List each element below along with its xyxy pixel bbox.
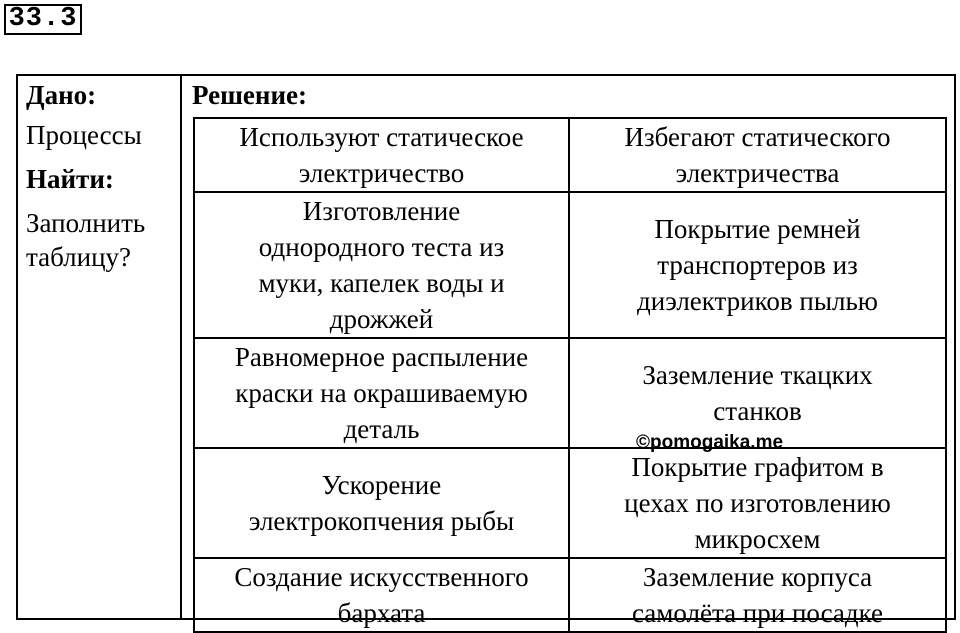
table-cell — [194, 192, 569, 338]
solution-table — [193, 117, 947, 633]
table-header-row — [194, 118, 946, 192]
table-row — [194, 338, 946, 448]
cell-line: Покрытие ремней — [654, 214, 861, 244]
cell-line: бархата — [337, 598, 426, 628]
cell-line: Заземление корпуса — [642, 562, 873, 592]
cell-line: дрожжей — [329, 304, 434, 334]
table-row — [194, 448, 946, 558]
table-cell — [569, 448, 946, 558]
header-uses — [194, 118, 569, 192]
cell-line: транспортеров из — [657, 250, 858, 280]
table-cell — [194, 338, 569, 448]
table-row — [194, 558, 946, 632]
cell-line: цехах по изготовлению — [624, 488, 891, 518]
cell-line: Избегают статического — [624, 122, 891, 152]
table-cell — [194, 448, 569, 558]
cell-line: муки, капелек воды и — [258, 268, 505, 298]
cell-line: диэлектриков пылью — [637, 286, 878, 316]
cell-line: Заземление ткацких — [642, 360, 873, 390]
given-value: Процессы — [26, 120, 142, 150]
cell-line: самолёта при посадке — [631, 598, 884, 628]
find-value-line2: таблицу? — [26, 242, 132, 272]
cell-line: микросхем — [694, 524, 821, 554]
watermark: ©pomogaika.me — [636, 432, 784, 453]
table-cell — [569, 192, 946, 338]
cell-line: Изготовление — [302, 196, 461, 226]
header-avoids — [569, 118, 946, 192]
cell-line: электричество — [298, 158, 465, 188]
cell-line: краски на окрашиваемую — [235, 378, 528, 408]
cell-line: электричества — [675, 158, 840, 188]
find-value-line1: Заполнить — [26, 208, 146, 238]
table-cell — [194, 558, 569, 632]
column-divider — [180, 74, 182, 620]
cell-line: однородного теста из — [258, 232, 505, 262]
task-number: 33.3 — [4, 4, 82, 35]
given-label: Дано: — [26, 80, 97, 110]
cell-line: Равномерное распыление — [234, 342, 529, 372]
cell-line: электрокопчения рыбы — [248, 506, 515, 536]
cell-line: деталь — [343, 414, 420, 444]
table-row — [194, 192, 946, 338]
cell-line: станков — [713, 396, 802, 426]
table-cell — [569, 558, 946, 632]
cell-line: Ускорение — [321, 470, 442, 500]
cell-line: Используют статическое — [239, 122, 524, 152]
solution-label: Решение: — [192, 80, 307, 110]
find-label: Найти: — [26, 164, 114, 194]
cell-line: Покрытие графитом в — [631, 452, 884, 482]
cell-line: Создание искусственного — [234, 562, 529, 592]
